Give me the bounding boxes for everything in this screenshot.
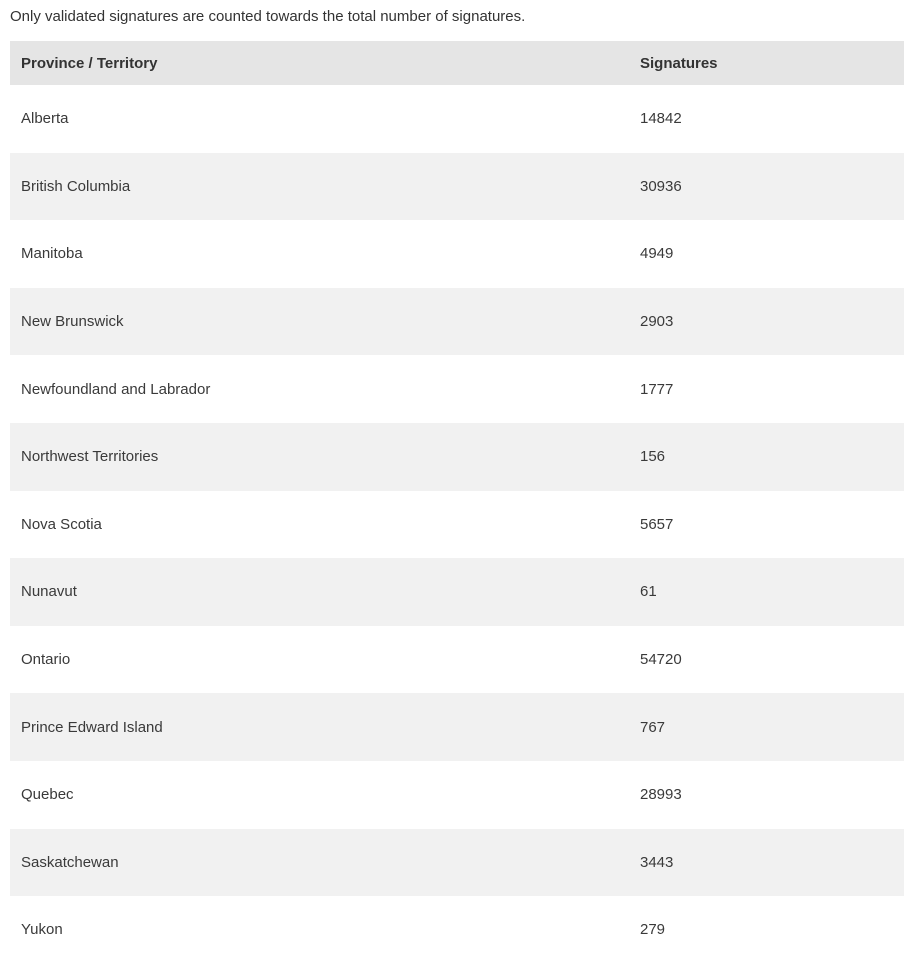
table-row	[10, 153, 904, 221]
signatures-cell: 54720	[640, 651, 682, 669]
table-row	[10, 491, 904, 559]
table-row	[10, 423, 904, 491]
signatures-cell: 5657	[640, 515, 674, 533]
province-cell: Yukon	[21, 921, 63, 939]
signatures-cell: 279	[640, 921, 666, 939]
province-cell: Nova Scotia	[21, 515, 102, 533]
province-cell: Northwest Territories	[21, 448, 159, 466]
province-cell: New Brunswick	[21, 313, 124, 331]
table-row	[10, 558, 904, 626]
column-header-province[interactable]: Province / Territory	[21, 54, 158, 72]
province-cell: Newfoundland and Labrador	[21, 380, 211, 398]
column-header-signatures[interactable]: Signatures	[640, 54, 718, 72]
province-cell: Ontario	[21, 651, 71, 669]
signatures-cell: 30936	[640, 177, 682, 195]
signatures-cell: 1777	[640, 380, 674, 398]
signatures-cell: 2903	[640, 313, 674, 331]
table-row	[10, 693, 904, 761]
table-header	[10, 41, 904, 85]
signatures-cell: 3443	[640, 853, 674, 871]
province-cell: Prince Edward Island	[21, 718, 163, 736]
table-row	[10, 220, 904, 288]
validation-note: Only validated signatures are counted towards the total number of signatures.	[10, 8, 526, 25]
signatures-cell: 14842	[640, 110, 682, 128]
signatures-cell: 4949	[640, 245, 674, 263]
signatures-cell: 156	[640, 448, 666, 466]
signatures-cell: 28993	[640, 786, 682, 804]
table-row	[10, 626, 904, 694]
province-cell: Quebec	[21, 786, 74, 804]
table-row	[10, 896, 904, 964]
table-row	[10, 355, 904, 423]
province-cell: Nunavut	[21, 583, 77, 601]
province-cell: Alberta	[21, 110, 69, 128]
signatures-table	[10, 41, 904, 964]
table-row	[10, 85, 904, 153]
table-body	[10, 85, 904, 964]
province-cell: Saskatchewan	[21, 853, 119, 871]
province-cell: British Columbia	[21, 177, 131, 195]
province-cell: Manitoba	[21, 245, 83, 263]
header-row	[10, 41, 904, 85]
signatures-cell: 767	[640, 718, 666, 736]
table-row	[10, 761, 904, 829]
signatures-cell: 61	[640, 583, 657, 601]
table-row	[10, 829, 904, 897]
table-row	[10, 288, 904, 356]
